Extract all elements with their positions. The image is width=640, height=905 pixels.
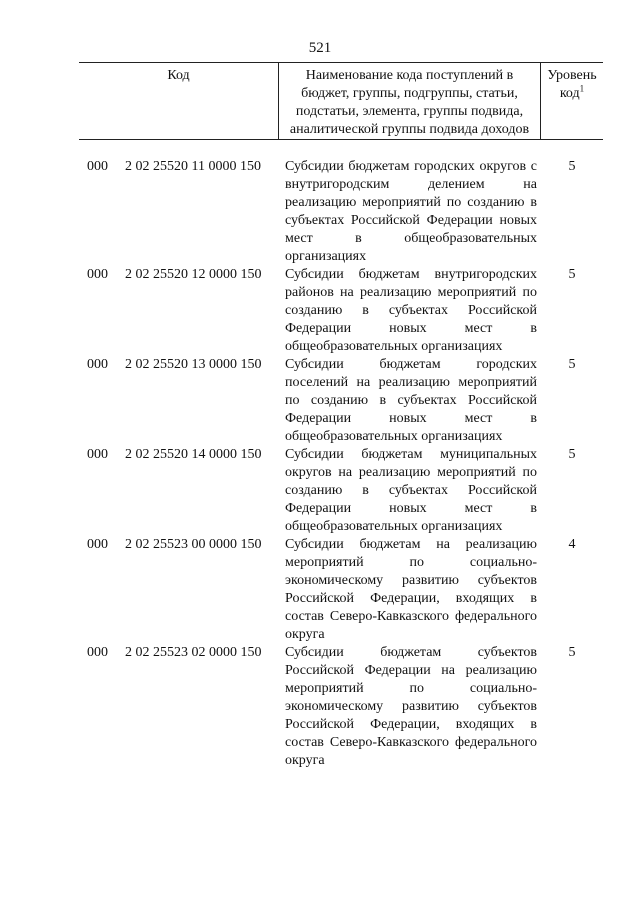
- row-prefix: 000: [87, 447, 108, 462]
- table-body: [79, 158, 603, 770]
- header-level: [541, 63, 603, 139]
- row-prefix: 000: [87, 357, 108, 372]
- row-name: Субсидии бюджетам городских округов с внутригородским делением на реализацию мероприятий по созданию в субъектах Российской Федерации новых мест в общеобразовательных организациях: [285, 159, 537, 264]
- row-level: 5: [568, 159, 576, 174]
- row-prefix: 000: [87, 537, 108, 552]
- table-row: [79, 266, 603, 356]
- row-code: 2 02 25520 12 0000 150: [125, 267, 262, 282]
- row-code: 2 02 25523 02 0000 150: [125, 645, 262, 660]
- table-row: [79, 644, 603, 770]
- footnote-marker: 1: [579, 83, 585, 94]
- row-prefix: 000: [87, 267, 108, 282]
- row-level: 5: [568, 645, 576, 660]
- row-name: Субсидии бюджетам субъектов Российской Федерации на реализацию мероприятий по социально-экономическому развитию субъектов Российской Федерации, входящих в состав Северо-Кавказского федерального округа: [285, 645, 537, 768]
- header-level-label: Уровень код: [547, 68, 597, 101]
- row-level: 5: [568, 447, 576, 462]
- row-name: Субсидии бюджетам муниципальных округов на реализацию мероприятий по созданию в субъектах Российской Федерации новых мест в общеобразовательных организациях: [285, 447, 537, 534]
- row-level: 4: [568, 537, 576, 552]
- row-code: 2 02 25520 14 0000 150: [125, 447, 262, 462]
- table-header: [79, 62, 603, 140]
- page-number: 521: [308, 40, 332, 56]
- row-level: 5: [568, 267, 576, 282]
- table-row: [79, 536, 603, 644]
- table-row: [79, 158, 603, 266]
- table-row: [79, 446, 603, 536]
- row-prefix: 000: [87, 159, 108, 174]
- row-name: Субсидии бюджетам внутригородских районов на реализацию мероприятий по созданию в субъектах Российской Федерации новых мест в общеобразовательных организациях: [285, 267, 537, 354]
- header-name: Наименование кода поступлений в бюджет, группы, подгруппы, статьи, подстатьи, элемента, группы подвида, аналитической группы подвида доходов: [279, 63, 541, 139]
- row-code: 2 02 25520 11 0000 150: [125, 159, 261, 174]
- table-row: [79, 356, 603, 446]
- row-code: 2 02 25523 00 0000 150: [125, 537, 262, 552]
- header-code: Код: [79, 63, 279, 139]
- row-level: 5: [568, 357, 576, 372]
- row-code: 2 02 25520 13 0000 150: [125, 357, 262, 372]
- row-name: Субсидии бюджетам на реализацию мероприятий по социально-экономическому развитию субъектов Российской Федерации, входящих в состав Северо-Кавказского федерального округа: [285, 537, 537, 642]
- row-prefix: 000: [87, 645, 108, 660]
- row-name: Субсидии бюджетам городских поселений на реализацию мероприятий по созданию в субъектах Российской Федерации новых мест в общеобразовательных организациях: [285, 357, 537, 444]
